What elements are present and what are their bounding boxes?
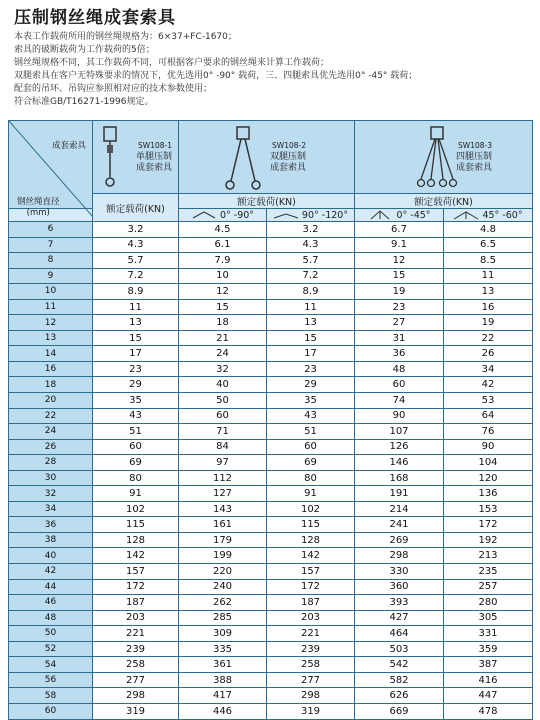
load-cell: 24 xyxy=(179,346,267,362)
load-cell: 15 xyxy=(267,330,355,346)
load-cell: 115 xyxy=(93,517,179,533)
load-cell: 203 xyxy=(267,610,355,626)
load-cell: 3.2 xyxy=(267,222,355,238)
load-cell: 23 xyxy=(355,299,444,315)
rated-load-header: 额定载荷(KN) xyxy=(179,194,355,209)
load-cell: 15 xyxy=(93,330,179,346)
load-cell: 3.2 xyxy=(93,222,179,238)
diameter-cell: 7 xyxy=(9,237,93,253)
load-cell: 104 xyxy=(444,455,533,471)
load-cell: 34 xyxy=(444,361,533,377)
load-cell: 10 xyxy=(179,268,267,284)
diameter-cell: 10 xyxy=(9,284,93,300)
diameter-label xyxy=(17,197,60,219)
load-cell: 330 xyxy=(355,564,444,580)
diameter-cell: 52 xyxy=(9,641,93,657)
load-cell: 269 xyxy=(355,532,444,548)
product-code: SW108-2 xyxy=(272,141,306,150)
load-cell: 213 xyxy=(444,548,533,564)
load-cell: 90 xyxy=(355,408,444,424)
diameter-cell: 32 xyxy=(9,486,93,502)
load-cell: 142 xyxy=(93,548,179,564)
load-cell: 542 xyxy=(355,657,444,673)
load-cell: 157 xyxy=(93,564,179,580)
product-code: SW108-1 xyxy=(138,141,172,150)
note-line: 索具的破断载荷为工作载荷的5倍； xyxy=(14,45,155,56)
product-name-line: 双腿压制 xyxy=(269,152,306,162)
load-cell: 80 xyxy=(93,470,179,486)
load-cell: 258 xyxy=(93,657,179,673)
load-cell: 157 xyxy=(267,564,355,580)
load-cell: 387 xyxy=(444,657,533,673)
load-cell: 669 xyxy=(355,703,444,719)
table-row xyxy=(9,564,533,580)
angle-header xyxy=(355,209,444,222)
load-cell: 9.1 xyxy=(355,237,444,253)
load-cell: 60 xyxy=(267,439,355,455)
load-cell: 43 xyxy=(267,408,355,424)
set-label: 成套索具 xyxy=(51,141,86,151)
load-cell: 6.7 xyxy=(355,222,444,238)
product-name-line: 四腿压制 xyxy=(455,152,492,162)
load-cell: 60 xyxy=(179,408,267,424)
diameter-unit: (mm) xyxy=(26,208,50,218)
load-cell: 161 xyxy=(179,517,267,533)
load-cell: 22 xyxy=(444,330,533,346)
load-cell: 335 xyxy=(179,641,267,657)
note-line: 双腿索具在客户无特殊要求的情况下，优先选用0° -90° 载荷，三、四腿索具优先选用0° -45° 载荷； xyxy=(14,71,418,82)
product-single-leg xyxy=(93,121,179,194)
load-cell: 214 xyxy=(355,501,444,517)
load-cell: 309 xyxy=(179,626,267,642)
load-cell: 8.9 xyxy=(93,284,179,300)
load-cell: 40 xyxy=(179,377,267,393)
page-title: 压制钢丝绳成套索具 xyxy=(14,8,176,28)
angle-label: 0° -45° xyxy=(396,209,431,221)
product-name-line: 成套索具 xyxy=(135,163,172,173)
table-row xyxy=(9,517,533,533)
product-name xyxy=(456,152,492,174)
table-row xyxy=(9,315,533,331)
load-cell: 60 xyxy=(355,377,444,393)
load-cell: 187 xyxy=(93,595,179,611)
load-cell: 427 xyxy=(355,610,444,626)
table-row xyxy=(9,703,533,719)
notes xyxy=(14,31,417,110)
load-cell: 50 xyxy=(179,393,267,409)
load-cell: 69 xyxy=(267,455,355,471)
load-cell: 6.5 xyxy=(444,237,533,253)
load-cell: 51 xyxy=(93,424,179,440)
diameter-cell: 38 xyxy=(9,532,93,548)
four-leg-sling-icon xyxy=(415,125,459,191)
diameter-label-text: 钢丝绳直径 xyxy=(17,197,60,207)
table-row xyxy=(9,284,533,300)
load-cell: 298 xyxy=(93,688,179,704)
load-cell: 203 xyxy=(93,610,179,626)
load-cell: 97 xyxy=(179,455,267,471)
diameter-cell: 20 xyxy=(9,393,93,409)
product-name-line: 成套索具 xyxy=(269,163,306,173)
load-cell: 360 xyxy=(355,579,444,595)
load-cell: 128 xyxy=(267,532,355,548)
table-row xyxy=(9,486,533,502)
angle-icon xyxy=(273,210,299,220)
load-cell: 172 xyxy=(444,517,533,533)
load-cell: 319 xyxy=(93,703,179,719)
diagonal-header-cell xyxy=(9,121,93,218)
angle-header xyxy=(267,209,355,222)
table-row xyxy=(9,641,533,657)
diameter-cell: 11 xyxy=(9,299,93,315)
load-cell: 220 xyxy=(179,564,267,580)
load-cell: 29 xyxy=(267,377,355,393)
diameter-cell: 16 xyxy=(9,361,93,377)
load-cell: 17 xyxy=(267,346,355,362)
load-cell: 16 xyxy=(444,299,533,315)
table-row xyxy=(9,657,533,673)
angle-header xyxy=(179,209,267,222)
angle-icon xyxy=(453,210,479,220)
load-cell: 168 xyxy=(355,470,444,486)
load-cell: 4.3 xyxy=(267,237,355,253)
load-cell: 18 xyxy=(179,315,267,331)
load-cell: 447 xyxy=(444,688,533,704)
diameter-cell: 54 xyxy=(9,657,93,673)
load-cell: 13 xyxy=(267,315,355,331)
two-leg-sling-icon xyxy=(223,125,263,191)
load-cell: 361 xyxy=(179,657,267,673)
load-cell: 305 xyxy=(444,610,533,626)
table-row xyxy=(9,455,533,471)
load-cell: 6.1 xyxy=(179,237,267,253)
diameter-cell: 56 xyxy=(9,672,93,688)
table-row xyxy=(9,688,533,704)
diameter-cell: 22 xyxy=(9,408,93,424)
load-cell: 258 xyxy=(267,657,355,673)
load-cell: 221 xyxy=(267,626,355,642)
diameter-cell: 34 xyxy=(9,501,93,517)
load-cell: 319 xyxy=(267,703,355,719)
load-cell: 146 xyxy=(355,455,444,471)
rated-load-header: 额定载荷(KN) xyxy=(93,194,179,222)
load-cell: 36 xyxy=(355,346,444,362)
angle-icon xyxy=(367,210,393,220)
product-code: SW108-3 xyxy=(458,141,492,150)
product-four-leg xyxy=(355,121,533,194)
table-row xyxy=(9,610,533,626)
table-row xyxy=(9,595,533,611)
angle-label: 45° -60° xyxy=(482,209,523,221)
load-cell: 35 xyxy=(267,393,355,409)
load-cell: 239 xyxy=(93,641,179,657)
load-cell: 7.2 xyxy=(93,268,179,284)
load-cell: 192 xyxy=(444,532,533,548)
load-cell: 48 xyxy=(355,361,444,377)
diameter-cell: 58 xyxy=(9,688,93,704)
load-cell: 257 xyxy=(444,579,533,595)
table-row xyxy=(9,579,533,595)
diameter-cell: 8 xyxy=(9,253,93,269)
diameter-cell: 46 xyxy=(9,595,93,611)
load-cell: 172 xyxy=(93,579,179,595)
load-cell: 76 xyxy=(444,424,533,440)
load-cell: 107 xyxy=(355,424,444,440)
load-cell: 626 xyxy=(355,688,444,704)
rated-load-header: 额定载荷(KN) xyxy=(355,194,533,209)
load-cell: 4.5 xyxy=(179,222,267,238)
load-cell: 416 xyxy=(444,672,533,688)
load-cell: 90 xyxy=(444,439,533,455)
load-cell: 446 xyxy=(179,703,267,719)
table-row xyxy=(9,501,533,517)
load-cell: 11 xyxy=(444,268,533,284)
load-cell: 239 xyxy=(267,641,355,657)
load-cell: 53 xyxy=(444,393,533,409)
load-cell: 8.5 xyxy=(444,253,533,269)
table-row xyxy=(9,470,533,486)
product-name xyxy=(270,152,306,174)
table-row xyxy=(9,408,533,424)
note-line: 本表工作载荷所用的钢丝绳规格为：6×37+FC-1670； xyxy=(14,32,237,42)
load-cell: 27 xyxy=(355,315,444,331)
table-row xyxy=(9,626,533,642)
load-cell: 464 xyxy=(355,626,444,642)
diameter-cell: 12 xyxy=(9,315,93,331)
load-cell: 277 xyxy=(267,672,355,688)
load-cell: 143 xyxy=(179,501,267,517)
load-cell: 280 xyxy=(444,595,533,611)
load-cell: 331 xyxy=(444,626,533,642)
load-cell: 240 xyxy=(179,579,267,595)
product-name-line: 单腿压制 xyxy=(135,152,172,162)
load-cell: 26 xyxy=(444,346,533,362)
load-cell: 277 xyxy=(93,672,179,688)
load-cell: 359 xyxy=(444,641,533,657)
load-cell: 51 xyxy=(267,424,355,440)
load-cell: 102 xyxy=(267,501,355,517)
diameter-cell: 40 xyxy=(9,548,93,564)
load-cell: 388 xyxy=(179,672,267,688)
diameter-cell: 44 xyxy=(9,579,93,595)
table-row xyxy=(9,439,533,455)
table-row xyxy=(9,393,533,409)
table-row xyxy=(9,253,533,269)
load-cell: 11 xyxy=(267,299,355,315)
table-row xyxy=(9,330,533,346)
load-cell: 35 xyxy=(93,393,179,409)
load-cell: 393 xyxy=(355,595,444,611)
table-row xyxy=(9,424,533,440)
product-two-leg xyxy=(179,121,355,194)
diameter-cell: 18 xyxy=(9,377,93,393)
load-cell: 115 xyxy=(267,517,355,533)
note-line: 配套的吊环、吊钩应参照相对应的技术参数使用； xyxy=(14,84,213,95)
table-row xyxy=(9,268,533,284)
load-cell: 12 xyxy=(355,253,444,269)
diameter-cell: 6 xyxy=(9,222,93,238)
load-cell: 84 xyxy=(179,439,267,455)
load-cell: 142 xyxy=(267,548,355,564)
load-cell: 199 xyxy=(179,548,267,564)
load-cell: 128 xyxy=(93,532,179,548)
diameter-cell: 14 xyxy=(9,346,93,362)
load-cell: 17 xyxy=(93,346,179,362)
angle-icon xyxy=(191,210,217,220)
load-cell: 187 xyxy=(267,595,355,611)
table-row xyxy=(9,532,533,548)
load-cell: 298 xyxy=(267,688,355,704)
load-cell: 4.8 xyxy=(444,222,533,238)
load-cell: 126 xyxy=(355,439,444,455)
note-line: 钢丝绳规格不同，其工作载荷不同，可根据客户要求的钢丝绳来计算工作载荷； xyxy=(14,58,330,69)
load-cell: 12 xyxy=(179,284,267,300)
load-cell: 235 xyxy=(444,564,533,580)
load-cell: 42 xyxy=(444,377,533,393)
load-cell: 241 xyxy=(355,517,444,533)
load-cell: 64 xyxy=(444,408,533,424)
load-cell: 29 xyxy=(93,377,179,393)
table-row xyxy=(9,222,533,238)
table-row xyxy=(9,361,533,377)
load-cell: 179 xyxy=(179,532,267,548)
load-cell: 262 xyxy=(179,595,267,611)
diameter-cell: 50 xyxy=(9,626,93,642)
angle-header xyxy=(444,209,533,222)
spec-table xyxy=(8,120,533,720)
load-cell: 5.7 xyxy=(267,253,355,269)
diameter-cell: 9 xyxy=(9,268,93,284)
load-cell: 417 xyxy=(179,688,267,704)
product-name xyxy=(136,152,172,174)
load-cell: 221 xyxy=(93,626,179,642)
load-cell: 8.9 xyxy=(267,284,355,300)
load-cell: 69 xyxy=(93,455,179,471)
load-cell: 503 xyxy=(355,641,444,657)
load-cell: 5.7 xyxy=(93,253,179,269)
load-cell: 4.3 xyxy=(93,237,179,253)
note-line: 符合标准GB/T16271-1996规定。 xyxy=(14,97,154,108)
load-cell: 19 xyxy=(444,315,533,331)
load-cell: 172 xyxy=(267,579,355,595)
diameter-cell: 48 xyxy=(9,610,93,626)
load-cell: 136 xyxy=(444,486,533,502)
diameter-cell: 26 xyxy=(9,439,93,455)
load-cell: 74 xyxy=(355,393,444,409)
load-cell: 23 xyxy=(93,361,179,377)
load-cell: 7.2 xyxy=(267,268,355,284)
table-row xyxy=(9,548,533,564)
diameter-cell: 42 xyxy=(9,564,93,580)
diameter-cell: 36 xyxy=(9,517,93,533)
table-row xyxy=(9,672,533,688)
load-cell: 15 xyxy=(355,268,444,284)
load-cell: 32 xyxy=(179,361,267,377)
load-cell: 31 xyxy=(355,330,444,346)
diameter-cell: 24 xyxy=(9,424,93,440)
load-cell: 298 xyxy=(355,548,444,564)
single-leg-sling-icon xyxy=(99,125,121,189)
table-row xyxy=(9,237,533,253)
load-cell: 13 xyxy=(93,315,179,331)
diameter-cell: 60 xyxy=(9,703,93,719)
load-cell: 285 xyxy=(179,610,267,626)
diameter-cell: 13 xyxy=(9,330,93,346)
load-cell: 91 xyxy=(93,486,179,502)
load-cell: 127 xyxy=(179,486,267,502)
load-cell: 102 xyxy=(93,501,179,517)
load-cell: 60 xyxy=(93,439,179,455)
load-cell: 112 xyxy=(179,470,267,486)
load-cell: 21 xyxy=(179,330,267,346)
table-row xyxy=(9,346,533,362)
load-cell: 7.9 xyxy=(179,253,267,269)
angle-label: 0° -90° xyxy=(219,209,255,221)
diameter-cell: 28 xyxy=(9,455,93,471)
load-cell: 23 xyxy=(267,361,355,377)
load-cell: 13 xyxy=(444,284,533,300)
load-cell: 43 xyxy=(93,408,179,424)
load-cell: 582 xyxy=(355,672,444,688)
load-cell: 71 xyxy=(179,424,267,440)
load-cell: 153 xyxy=(444,501,533,517)
diameter-cell: 30 xyxy=(9,470,93,486)
load-cell: 11 xyxy=(93,299,179,315)
load-cell: 120 xyxy=(444,470,533,486)
load-cell: 191 xyxy=(355,486,444,502)
angle-label: 90° -120° xyxy=(301,209,349,221)
table-row xyxy=(9,377,533,393)
load-cell: 19 xyxy=(355,284,444,300)
load-cell: 478 xyxy=(444,703,533,719)
load-cell: 80 xyxy=(267,470,355,486)
product-name-line: 成套索具 xyxy=(455,163,492,173)
table-row xyxy=(9,299,533,315)
load-cell: 91 xyxy=(267,486,355,502)
load-cell: 15 xyxy=(179,299,267,315)
